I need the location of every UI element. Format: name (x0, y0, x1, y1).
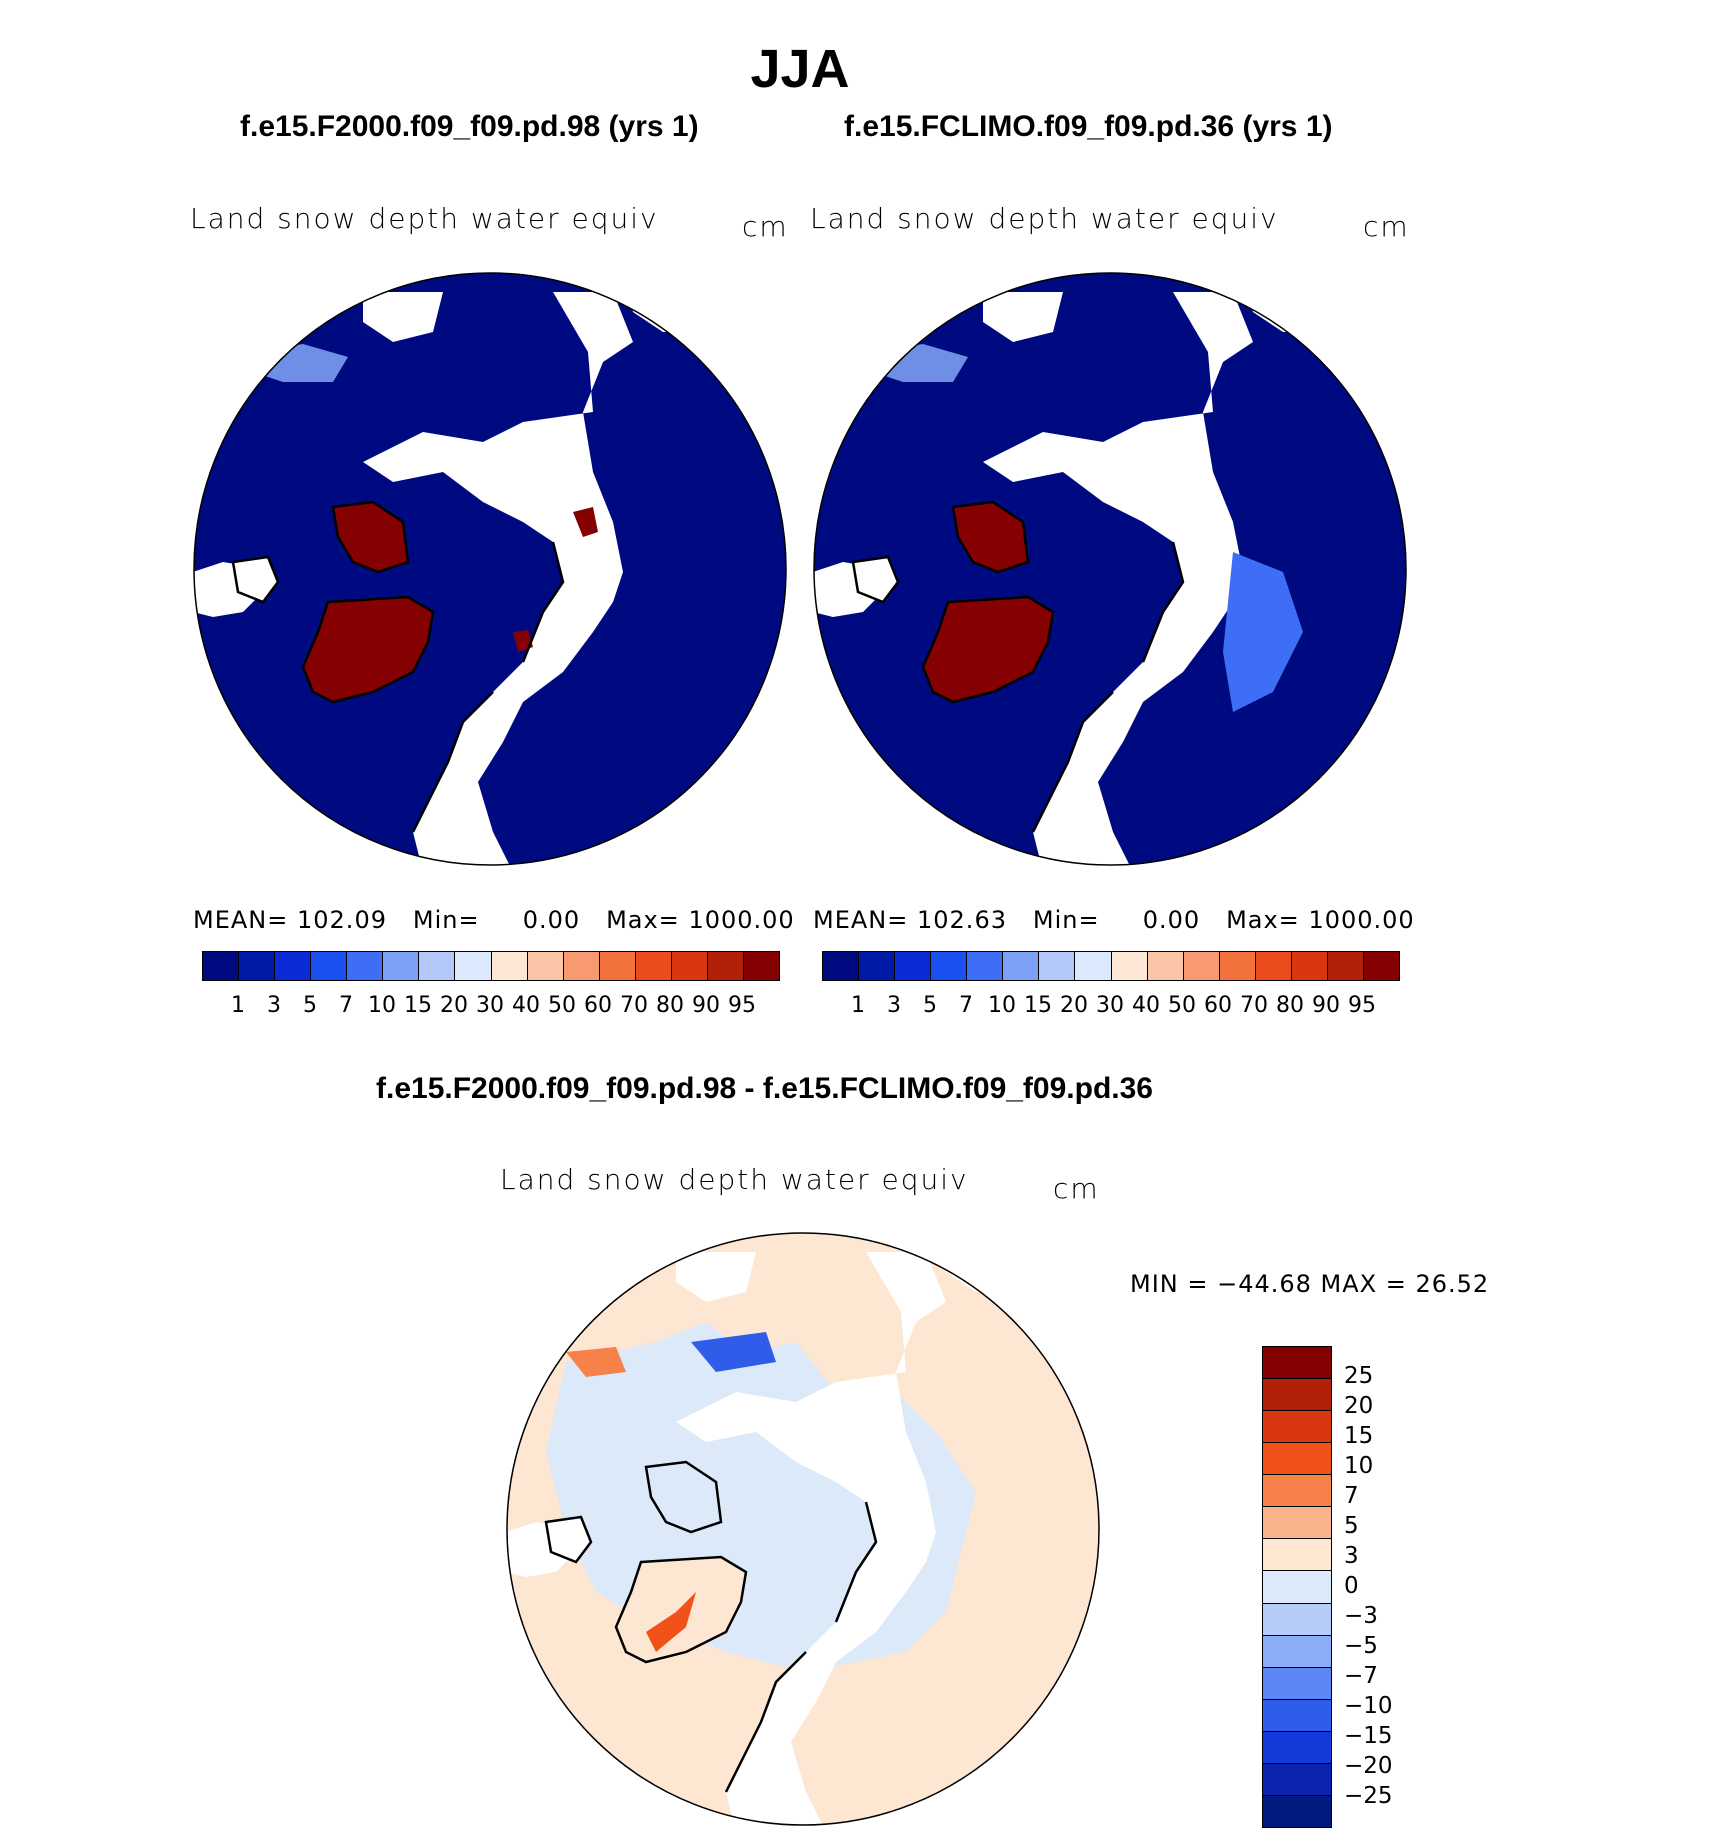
panel2-case-title: f.e15.FCLIMO.f09_f09.pd.36 (yrs 1) (844, 110, 1333, 143)
colorbar-swatch (1263, 1507, 1331, 1539)
colorbar-swatch (1148, 952, 1184, 980)
colorbar-swatch (672, 952, 708, 980)
colorbar-swatch (1263, 1379, 1331, 1411)
colorbar-swatch (1263, 1475, 1331, 1507)
colorbar-tick-label: 60 (584, 993, 612, 1018)
panel2-variable-label: Land snow depth water equiv (810, 202, 1279, 235)
colorbar-tick-label: 10 (988, 993, 1016, 1018)
panel1-colorbar-labels (202, 993, 778, 1019)
colorbar-tick-label: 60 (1204, 993, 1232, 1018)
colorbar-tick-label: 5 (923, 993, 937, 1018)
difference-variable-label: Land snow depth water equiv (500, 1163, 969, 1196)
colorbar-swatch (1184, 952, 1220, 980)
colorbar-tick-label: 7 (1344, 1483, 1359, 1509)
colorbar-swatch (859, 952, 895, 980)
colorbar-tick-label: 40 (512, 993, 540, 1018)
colorbar-tick-label: 95 (728, 993, 756, 1018)
difference-minmax: MIN = −44.68 MAX = 26.52 (1130, 1270, 1490, 1298)
colorbar-swatch (1364, 952, 1399, 980)
colorbar-swatch (636, 952, 672, 980)
colorbar-tick-label: 3 (267, 993, 281, 1018)
colorbar-tick-label: 30 (1096, 993, 1124, 1018)
colorbar-swatch (1263, 1539, 1331, 1571)
colorbar-tick-label: −20 (1344, 1753, 1393, 1779)
colorbar-swatch (1263, 1571, 1331, 1603)
colorbar-tick-label: 20 (440, 993, 468, 1018)
colorbar-tick-label: 7 (959, 993, 973, 1018)
colorbar-tick-label: 5 (1344, 1513, 1359, 1539)
panel2-colorbar-labels (822, 993, 1398, 1019)
colorbar-swatch (239, 952, 275, 980)
colorbar-swatch (708, 952, 744, 980)
colorbar-tick-label: 5 (303, 993, 317, 1018)
panel1-case-title: f.e15.F2000.f09_f09.pd.98 (yrs 1) (240, 110, 699, 143)
panel2-colorbar (822, 951, 1400, 981)
colorbar-tick-label: 30 (476, 993, 504, 1018)
panel1-variable-label: Land snow depth water equiv (190, 202, 659, 235)
colorbar-tick-label: 20 (1344, 1393, 1374, 1419)
difference-polar-map (506, 1232, 1100, 1826)
colorbar-tick-label: 10 (1344, 1453, 1374, 1479)
colorbar-tick-label: 70 (620, 993, 648, 1018)
colorbar-tick-label: −3 (1344, 1603, 1378, 1629)
panel1-stats: MEAN= 102.09 Min= 0.00 Max= 1000.00 (193, 906, 795, 934)
colorbar-swatch (383, 952, 419, 980)
panel1-units-label: cm (742, 210, 789, 243)
colorbar-swatch (744, 952, 779, 980)
difference-colorbar (1262, 1346, 1332, 1828)
colorbar-tick-label: 20 (1060, 993, 1088, 1018)
colorbar-tick-label: −25 (1344, 1783, 1393, 1809)
colorbar-swatch (455, 952, 491, 980)
colorbar-swatch (931, 952, 967, 980)
colorbar-swatch (1263, 1732, 1331, 1764)
colorbar-swatch (967, 952, 1003, 980)
colorbar-swatch (1263, 1636, 1331, 1668)
colorbar-tick-label: 15 (1344, 1423, 1374, 1449)
colorbar-swatch (1263, 1347, 1331, 1379)
colorbar-swatch (1263, 1764, 1331, 1796)
colorbar-tick-label: 3 (1344, 1543, 1359, 1569)
colorbar-tick-label: −7 (1344, 1663, 1378, 1689)
colorbar-tick-label: 1 (231, 993, 245, 1018)
colorbar-swatch (1256, 952, 1292, 980)
colorbar-swatch (1220, 952, 1256, 980)
colorbar-swatch (1263, 1411, 1331, 1443)
colorbar-tick-label: −5 (1344, 1633, 1378, 1659)
colorbar-tick-label: 25 (1344, 1363, 1374, 1389)
colorbar-tick-label: 80 (1276, 993, 1304, 1018)
colorbar-swatch (1263, 1604, 1331, 1636)
difference-colorbar-labels (1344, 1346, 1424, 1826)
colorbar-tick-label: 50 (1168, 993, 1196, 1018)
colorbar-tick-label: 40 (1132, 993, 1160, 1018)
season-title: JJA (750, 39, 850, 99)
colorbar-tick-label: 1 (851, 993, 865, 1018)
colorbar-swatch (1263, 1700, 1331, 1732)
colorbar-swatch (275, 952, 311, 980)
colorbar-swatch (1003, 952, 1039, 980)
colorbar-swatch (823, 952, 859, 980)
colorbar-tick-label: 90 (1312, 993, 1340, 1018)
difference-units-label: cm (1053, 1172, 1100, 1205)
colorbar-swatch (492, 952, 528, 980)
panel2-stats: MEAN= 102.63 Min= 0.00 Max= 1000.00 (813, 906, 1415, 934)
colorbar-tick-label: 15 (1024, 993, 1052, 1018)
difference-title: f.e15.F2000.f09_f09.pd.98 - f.e15.FCLIMO.f09_f09.pd.36 (376, 1072, 1153, 1105)
colorbar-swatch (1328, 952, 1364, 980)
colorbar-swatch (1263, 1796, 1331, 1827)
colorbar-tick-label: −10 (1344, 1693, 1393, 1719)
colorbar-swatch (1263, 1443, 1331, 1475)
colorbar-swatch (203, 952, 239, 980)
panel1-polar-map (193, 272, 787, 866)
colorbar-tick-label: 70 (1240, 993, 1268, 1018)
colorbar-tick-label: 3 (887, 993, 901, 1018)
colorbar-tick-label: 95 (1348, 993, 1376, 1018)
colorbar-swatch (1263, 1668, 1331, 1700)
colorbar-tick-label: 15 (404, 993, 432, 1018)
colorbar-swatch (564, 952, 600, 980)
colorbar-swatch (347, 952, 383, 980)
colorbar-swatch (1292, 952, 1328, 980)
colorbar-swatch (1112, 952, 1148, 980)
colorbar-tick-label: 7 (339, 993, 353, 1018)
colorbar-tick-label: −15 (1344, 1723, 1393, 1749)
colorbar-swatch (1075, 952, 1111, 980)
colorbar-swatch (419, 952, 455, 980)
panel2-units-label: cm (1363, 210, 1410, 243)
colorbar-swatch (528, 952, 564, 980)
colorbar-tick-label: 50 (548, 993, 576, 1018)
colorbar-swatch (600, 952, 636, 980)
colorbar-tick-label: 80 (656, 993, 684, 1018)
colorbar-tick-label: 90 (692, 993, 720, 1018)
colorbar-swatch (1039, 952, 1075, 980)
colorbar-swatch (311, 952, 347, 980)
panel2-polar-map (813, 272, 1407, 866)
colorbar-tick-label: 10 (368, 993, 396, 1018)
colorbar-swatch (895, 952, 931, 980)
panel1-colorbar (202, 951, 780, 981)
colorbar-tick-label: 0 (1344, 1573, 1359, 1599)
